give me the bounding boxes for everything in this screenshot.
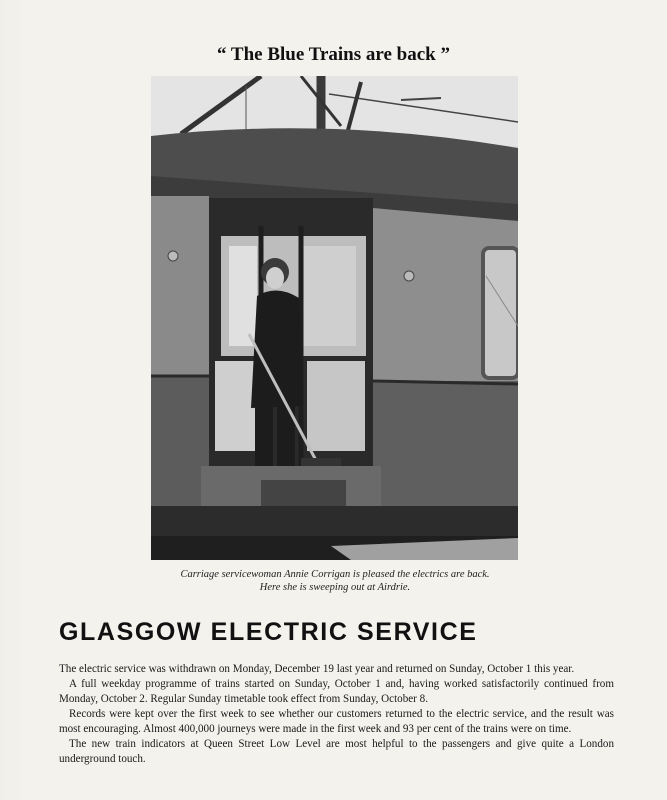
paragraph-1: The electric service was withdrawn on Monday, December 19 last year and returned on Sunday, October 1 this year. — [59, 663, 575, 675]
section-heading: GLASGOW ELECTRIC SERVICE — [59, 618, 478, 646]
train-photo — [151, 76, 518, 560]
headline: “ The Blue Trains are back ” — [217, 44, 450, 65]
paragraph-2: A full weekday programme of trains started on Sunday, October 1 and, having worked satisfactorily continued from Monday, October 2. Regular Sunday timetable took effect from Sunday, October 8. — [59, 678, 614, 705]
paragraph-3: Records were kept over the first week to see whether our customers returned to the electric service, and the result was most encouraging. Almost 400,000 journeys were made in the first week and 93 per cent of the trains were on time. — [59, 708, 614, 735]
caption-line-2: Here she is sweeping out at Airdrie. — [259, 582, 411, 593]
article-body — [59, 662, 614, 767]
paragraph-4: The new train indicators at Queen Street Low Level are most helpful to the passengers and give quite a London underground touch. — [59, 738, 614, 765]
photo-caption — [120, 568, 550, 594]
caption-line-1: Carriage servicewoman Annie Corrigan is pleased the electrics are back. — [180, 569, 490, 580]
